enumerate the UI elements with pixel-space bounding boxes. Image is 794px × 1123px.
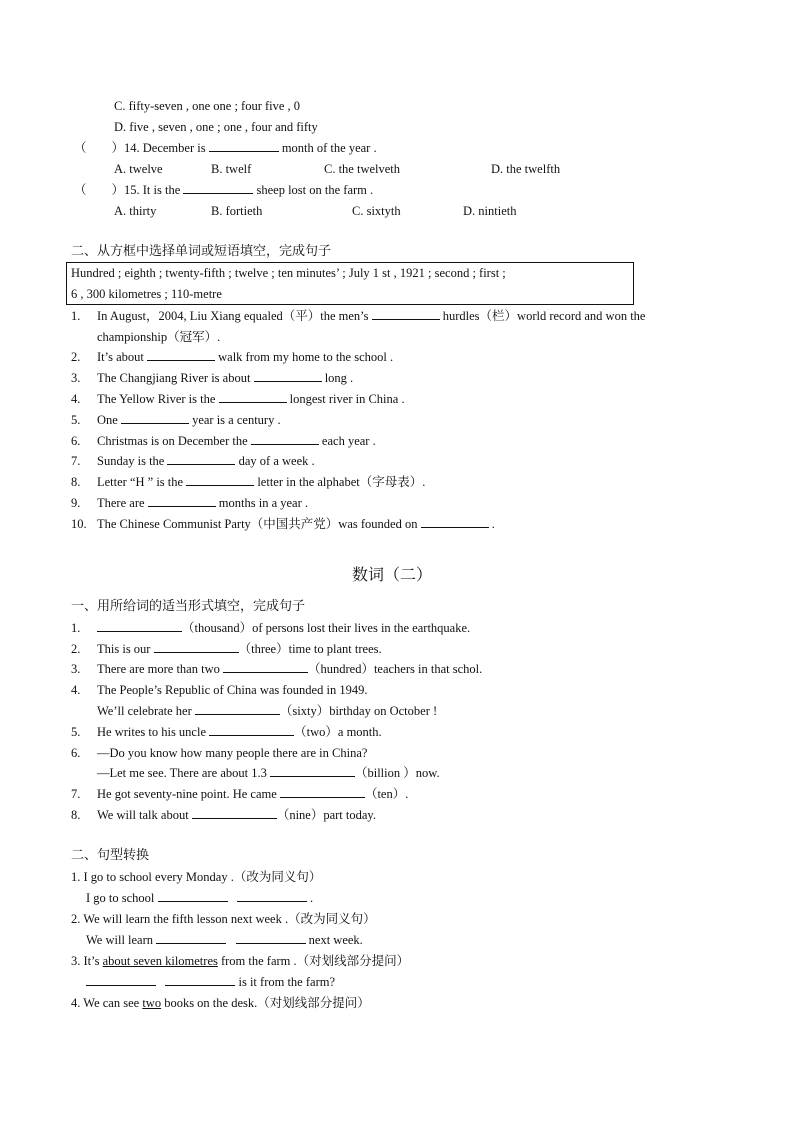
q-text-end: next week. [308,933,363,947]
form-question-2: 2. This is our （three）time to plant trees. [71,642,382,656]
answer-blank[interactable] [237,890,307,902]
q-text-end: long . [324,371,354,385]
fill-question-7: 7. Sunday is the day of a week . [71,454,315,468]
q-text-end: （two）a month. [294,725,382,739]
question-15 [74,182,373,198]
answer-blank[interactable] [147,349,215,361]
answer-blank[interactable] [192,807,277,819]
q-text: Letter “H ” is the [97,475,184,489]
question-14 [74,140,377,156]
transform-question-3 [71,953,409,969]
page-title: 数词（二） [352,565,433,584]
underlined-phrase: about seven kilometres [102,954,218,968]
q-text-end: （thousand）of persons lost their lives in the earthquake. [182,621,471,635]
q-text-end: （three）time to plant trees. [238,642,382,656]
option-b-15: B. fortieth [211,204,263,218]
q-text: 4. We can see [71,996,143,1010]
form-question-6-cont [97,765,440,781]
form-question-7: 7. He got seventy-nine point. He came （ten）. [71,787,409,801]
answer-blank[interactable] [195,703,280,715]
fill-question-1: 1. In August，2004, Liu Xiang equaled（平）the men’s hurdles（栏）world record and won the [71,309,646,323]
form-question-4: 4. The People’s Republic of China was founded in 1949. [71,683,368,697]
q-text: One [97,413,118,427]
q-text: The Chinese Communist Party（中国共产党）was founded on [97,517,418,531]
q-text-end: （billion ）now. [354,766,440,780]
q-text: This is our [97,642,151,656]
q-text: The Changjiang River is about [97,371,251,385]
fill-question-2: 2. It’s about walk from my home to the school . [71,350,394,364]
transform-question-1-answer: I go to school . [86,891,314,905]
q-text-end: （nine）part today. [276,808,376,822]
option-d-15: D. nintieth [463,204,517,218]
form-question-3: 3. There are more than two （hundred）teachers in that schol. [71,662,483,676]
q-text-end: （sixty）birthday on October ! [279,704,438,718]
fill-question-8: 8. Letter “H ” is the letter in the alphabet（字母表）. [71,475,426,489]
transform-question-1: 1. I go to school every Monday .（改为同义句） [71,870,322,884]
q-text-end: each year . [321,434,376,448]
answer-blank[interactable] [254,370,322,382]
form-question-1: 1. （thousand）of persons lost their lives in the earthquake. [71,621,471,635]
q-text: I go to school [86,891,155,905]
fill-question-10: 10. The Chinese Communist Party（中国共产党）was founded on . [71,517,495,531]
q-text: We will talk about [97,808,189,822]
answer-blank[interactable] [183,182,253,194]
option-a-15: A. thirty [114,204,157,218]
q-text: The Yellow River is the [97,392,216,406]
answer-blank[interactable] [121,412,189,424]
q-text: There are more than two [97,662,220,676]
answer-blank[interactable] [165,974,235,986]
answer-blank[interactable] [209,140,279,152]
answer-blank[interactable] [372,308,440,320]
underlined-word: two [142,996,162,1010]
q-text: The People’s Republic of China was founded in 1949. [97,683,368,697]
answer-blank[interactable] [251,433,319,445]
q-text: In August，2004, Liu Xiang equaled（平）the men’s [97,309,369,323]
q-text-end: （ten）. [364,787,409,801]
q14-text-end: month of the year . [281,141,377,155]
q15-text: （ ）15. It is the [74,183,181,197]
option-c-14: C. the twelveth [324,162,401,176]
section-heading: 二、句型转换 [71,848,150,863]
q-text-end: longest river in China . [289,392,405,406]
q-text: Sunday is the [97,454,165,468]
fill-question-9: 9. There are months in a year . [71,496,308,510]
answer-blank[interactable] [280,786,365,798]
option-c-15: C. sixtyth [352,204,401,218]
q-text: —Do you know how many people there are in China? [97,746,368,760]
word-box-line-2: 6 , 300 kilometres ; 110-metre [71,287,222,301]
answer-blank[interactable] [154,641,239,653]
answer-blank[interactable] [156,932,226,944]
q-text-end: letter in the alphabet（字母表）. [257,475,426,489]
q-text-end: （hundred）teachers in that schol. [307,662,483,676]
answer-blank[interactable] [219,391,287,403]
answer-blank[interactable] [158,890,228,902]
section-heading: 一、用所给词的适当形式填空，完成句子 [71,599,306,614]
word-box-line-1: Hundred ; eighth ; twenty-fifth ; twelve ; ten minutes’ ; July 1 st , 1921 ; second ; first ; [71,266,506,280]
q-text: There are [97,496,145,510]
q-text-end: year is a century . [192,413,281,427]
q14-text: （ ）14. December is [74,141,206,155]
answer-blank[interactable] [223,661,308,673]
fill-question-6: 6. Christmas is on December the each year . [71,434,376,448]
answer-blank[interactable] [167,453,235,465]
q-text: We’ll celebrate her [97,704,192,718]
q-text-end: walk from my home to the school . [218,350,394,364]
form-question-4-cont [97,703,437,719]
form-question-8: 8. We will talk about （nine）part today. [71,808,376,822]
option-a-14: A. twelve [114,162,163,176]
answer-blank[interactable] [421,516,489,528]
q-text-end: from the farm .（对划线部分提问） [217,954,410,968]
answer-blank[interactable] [148,495,216,507]
option-c-13: C. fifty-seven , one one ; four five , 0 [114,99,301,113]
q-text-end: months in a year . [218,496,308,510]
option-b-14: B. twelf [211,162,252,176]
q15-text-end: sheep lost on the farm . [256,183,374,197]
q-text-end: hurdles（栏）world record and won the [442,309,646,323]
answer-blank[interactable] [209,724,294,736]
form-question-6: 6. —Do you know how many people there are in China? [71,746,368,760]
fill-question-5: 5. One year is a century . [71,413,281,427]
q-text: 3. It’s [71,954,103,968]
answer-blank[interactable] [97,620,182,632]
q-text: It’s about [97,350,144,364]
section-heading: 二、从方框中选择单词或短语填空，完成句子 [71,244,332,259]
q-text: Christmas is on December the [97,434,248,448]
fill-question-4: 4. The Yellow River is the longest river in China . [71,392,405,406]
option-d-14: D. the twelfth [491,162,561,176]
transform-question-3-answer [86,974,335,990]
fill-question-3: 3. The Changjiang River is about long . [71,371,354,385]
transform-question-2-answer [86,932,363,948]
transform-question-2: 2. We will learn the fifth lesson next week .（改为同义句） [71,912,376,926]
q-text-end: books on the desk.（对划线部分提问） [161,996,370,1010]
answer-blank[interactable] [236,932,306,944]
option-d-13: D. five , seven , one ; one , four and fifty [114,120,318,134]
answer-blank[interactable] [270,765,355,777]
answer-blank[interactable] [86,974,156,986]
q-text: He got seventy-nine point. He came [97,787,277,801]
q-text-end: is it from the farm? [238,975,335,989]
q-text: —Let me see. There are about 1.3 [97,766,267,780]
q-text-end: . [491,517,495,531]
q-text-end: day of a week . [238,454,315,468]
transform-question-4 [71,995,370,1011]
q-text: We will learn [86,933,154,947]
answer-blank[interactable] [186,474,254,486]
form-question-5: 5. He writes to his uncle （two）a month. [71,725,382,739]
q-text: He writes to his uncle [97,725,207,739]
fill-question-1-cont: championship（冠军）. [97,330,221,344]
